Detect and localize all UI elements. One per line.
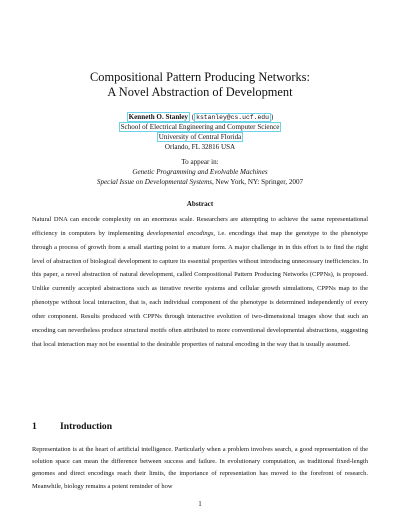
page-number: 1 bbox=[198, 500, 202, 508]
to-appear-label: To appear in: bbox=[181, 158, 219, 166]
affiliation-link[interactable]: School of Electrical Engineering and Computer Science bbox=[120, 123, 280, 131]
introduction-text: Representation is at the heart of artificial intelligence. Particularly when a problem involves search, a good representation of the solution space can mean the difference between success and failure. In evolutionary computation, as traditional fixed-length genomes and direct encodings reach their limits, the importance of representation has moved to the forefront of research. Meanwhile, biology remains a potent reminder of how bbox=[32, 446, 368, 490]
journal-issue bbox=[40, 177, 360, 187]
author-line: Kenneth O. Stanley ( kstanley@cs.ucf.edu ) bbox=[128, 113, 274, 121]
journal-name: Genetic Programming and Evolvable Machines bbox=[132, 168, 268, 176]
paper-title-line-2: A Novel Abstraction of Development bbox=[107, 85, 293, 99]
abstract-heading: Abstract bbox=[186, 200, 214, 208]
issue-name: Special Issue on Developmental Systems bbox=[96, 178, 212, 186]
section-number: 1 bbox=[32, 421, 37, 432]
publisher-info: , New York, NY: Springer, 2007 bbox=[211, 178, 304, 186]
author-city: Orlando, FL 32816 USA bbox=[164, 143, 236, 151]
section-heading bbox=[32, 421, 112, 432]
author-name: Kenneth O. Stanley bbox=[128, 113, 188, 121]
university-link[interactable]: University of Central Florida bbox=[158, 133, 242, 141]
paper-title-line-1: Compositional Pattern Producing Networks: bbox=[90, 70, 310, 84]
section-title: Introduction bbox=[60, 421, 113, 432]
author-affiliation bbox=[40, 122, 360, 132]
author-email-link[interactable]: kstanley@cs.ucf.edu bbox=[196, 114, 269, 121]
abstract-text: Natural DNA can encode complexity on an enormous scale. Researchers are attempting to achieve the same representational efficiency in computers by implementing developmental encodings, i.e. encodings that map the genotype to the phenotype through a process of growth from a small starting point to a mature form. A major challenge in in this effort is to find the right level of abstraction of biological development to capture its essential properties without introducing unnecessary inefficiencies. In this paper, a novel abstraction of natural development, called Compositional Pattern Producing Networks (CPPNs), is proposed. Unlike currently accepted abstractions such as iterative rewrite systems and cellular growth simulations, CPPNs map to the phenotype without local interaction, that is, each individual component of the phenotype is determined independently of every other component. Results produced with CPPNs through interactive evolution of two-dimensional images show that such an encoding can nevertheless produce structural motifs often attributed to more conventional developmental abstractions, suggesting that local interaction may not be essential to the desirable properties of natural encoding in the way that is usually assumed. bbox=[32, 216, 368, 348]
abstract-italic-term: developmental encodings bbox=[146, 229, 214, 237]
author-box bbox=[127, 112, 190, 122]
author-university bbox=[40, 132, 360, 142]
